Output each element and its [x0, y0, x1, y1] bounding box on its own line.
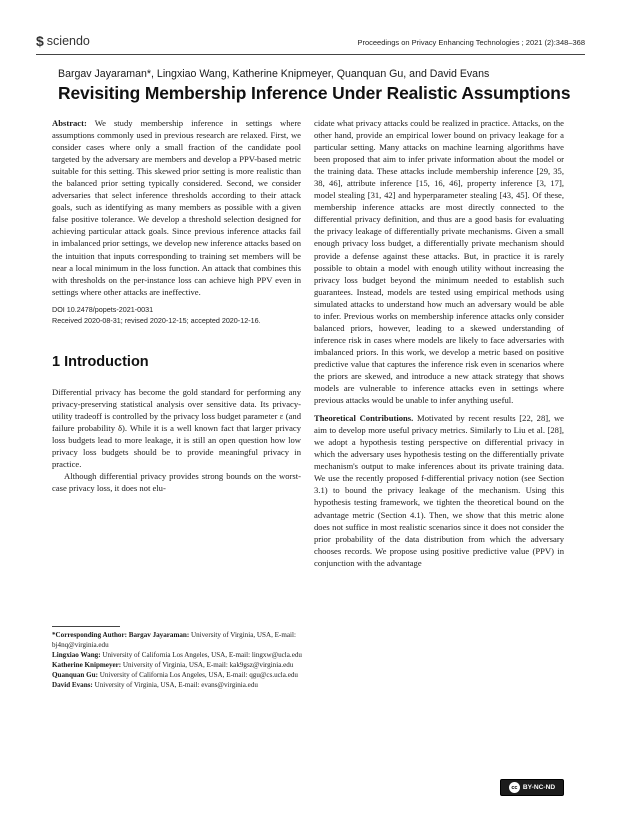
doi: DOI 10.2478/popets-2021-0031: [52, 304, 154, 314]
right-column: [314, 117, 564, 569]
received-dates: Received 2020-08-31; revised 2020-12-15; accepted 2020-12-16.: [52, 315, 261, 325]
publisher-logo: [36, 33, 90, 49]
left-column: [52, 117, 301, 494]
abstract-label: Abstract:: [52, 118, 87, 128]
footnote-item: David Evans: University of Virginia, USA, E-mail: evans@virginia.edu: [52, 681, 258, 689]
cc-license-badge[interactable]: [500, 779, 564, 796]
theoretical-contributions: [314, 412, 564, 569]
intro-paragraph-1: Differential privacy has become the gold standard for performing any privacy-preserving statistical analysis over sensitive data. Its privacy-utility tradeoff is controlled by the privacy loss budget parameter ε (and failure probability δ). While it is a well known fact that larger privacy loss budgets lead to more leakage, it is still an open question how low privacy loss budgets should be to provide meaningful privacy in practice.: [52, 386, 301, 470]
author-affiliations: [52, 630, 304, 690]
footnote-divider: [52, 626, 120, 627]
theory-text: Motivated by recent results [22, 28], we aim to develop more useful privacy metrics. Similarly to Liu et al. [28], we adopt a hypothesis testing perspective on differential privacy in which the adversary uses hypothesis testing on the differentially private mechanism's output to make inferences about its private training data. We use the recently proposed f-differential privacy notion (see Section 3.1) to bound the privacy leakage of the mechanism. Using this hypothesis testing framework, we tighten the theoretical bound on the advantage metric (Section 4.1). Then, we show that this metric alone does not suffice in most realistic scenarios since it does not consider the prior probability of the data distribution from which the adversary chooses records. We propose using positive predictive value (PPV) in conjunction with the advantage: [314, 413, 565, 568]
sciendo-logo-icon: $: [36, 33, 44, 49]
footnote-item: *Corresponding Author: Bargav Jayaraman: University of Virginia, USA, E-mail: bj4nq@virginia.edu: [52, 631, 296, 649]
creative-commons-icon: cc: [509, 782, 520, 793]
footnote-item: Lingxiao Wang: University of California Los Angeles, USA, E-mail: lingxw@ucla.edu: [52, 651, 302, 659]
abstract: [52, 117, 301, 298]
journal-citation: Proceedings on Privacy Enhancing Technologies ; 2021 (2):348–368: [357, 38, 585, 47]
publisher-name: sciendo: [46, 34, 90, 48]
section-heading-introduction: 1 Introduction: [52, 353, 149, 370]
footnote-item: Quanquan Gu: University of California Los Angeles, USA, E-mail: qgu@cs.ucla.edu: [52, 671, 298, 679]
intro-paragraph-2-continued: cidate what privacy attacks could be realized in practice. Attacks, on the other hand, provide an empirical lower bound on privacy leakage for a particular setting. Many attacks on machine learning algorithms have been proposed that aim to infer private information about the model or the training data. These attacks include membership inference [29, 35, 38, 46], attribute inference [15, 16, 46], property inference [3, 17], model stealing [31, 42] and hyperparameter stealing [43, 45]. Of these, membership inference attacks are most directly connected to the differential privacy definition, and thus are a good basis for evaluating the privacy leakage of differentially private mechanisms. Given a small enough privacy loss budget, a differentially private mechanism should provide a defense against these attacks. But, in practice it is rarely possible to obtain a model with enough utility without increasing the privacy loss budget beyond the minimum needed to establish such guarantees. Instead, models are tested using empirical methods using simulated attacks to understand how much an adversary would be able to infer. Previous works on membership inference attacks only consider balanced priors, however, leading to a skewed understanding of inference risk in cases where models are likely to face adversaries with imbalanced priors. In this work, we develop a metric based on positive predictive value that captures the inference risk even in scenarios where the priors are skewed, and introduce a new attack strategy that shows models are vulnerable to inference attacks even in settings where previous attacks would be unable to infer anything useful.: [314, 118, 564, 406]
license-label: BY-NC-ND: [522, 784, 556, 791]
footnote-item: Katherine Knipmeyer: University of Virginia, USA, E-mail: kak9gsz@virginia.edu: [52, 661, 294, 669]
theory-label: Theoretical Contributions.: [314, 413, 414, 424]
intro-paragraph-2-start: Although differential privacy provides strong bounds on the worst-case privacy loss, it does not elu-: [52, 471, 301, 494]
paper-title: Revisiting Membership Inference Under Realistic Assumptions: [58, 83, 571, 103]
header-divider: [36, 54, 585, 55]
abstract-text: We study membership inference in settings where assumptions commonly used in previous research are relaxed. First, we consider cases where only a small fraction of the candidate pool targeted by the adversary are members and develop a PPV-based metric suitable for this setting. This skewed prior setting is more realistic than the balanced prior setting typically considered. Second, we consider adversaries that select inference thresholds according to their attack goals, such as identifying as many members as possible with a given false positive tolerance. We develop a threshold selection designed for achieving particular attack goals. Since previous inference attacks fail in imbalanced prior settings, we develop new inference attacks based on the intuition that inputs corresponding to training set members will be near a local minimum in the loss function. An attack that combines this with thresholds on the per-instance loss can achieve high PPV even in settings where other attacks are ineffective.: [52, 118, 301, 297]
author-list: Bargav Jayaraman*, Lingxiao Wang, Katherine Knipmeyer, Quanquan Gu, and David Evans: [58, 68, 490, 80]
